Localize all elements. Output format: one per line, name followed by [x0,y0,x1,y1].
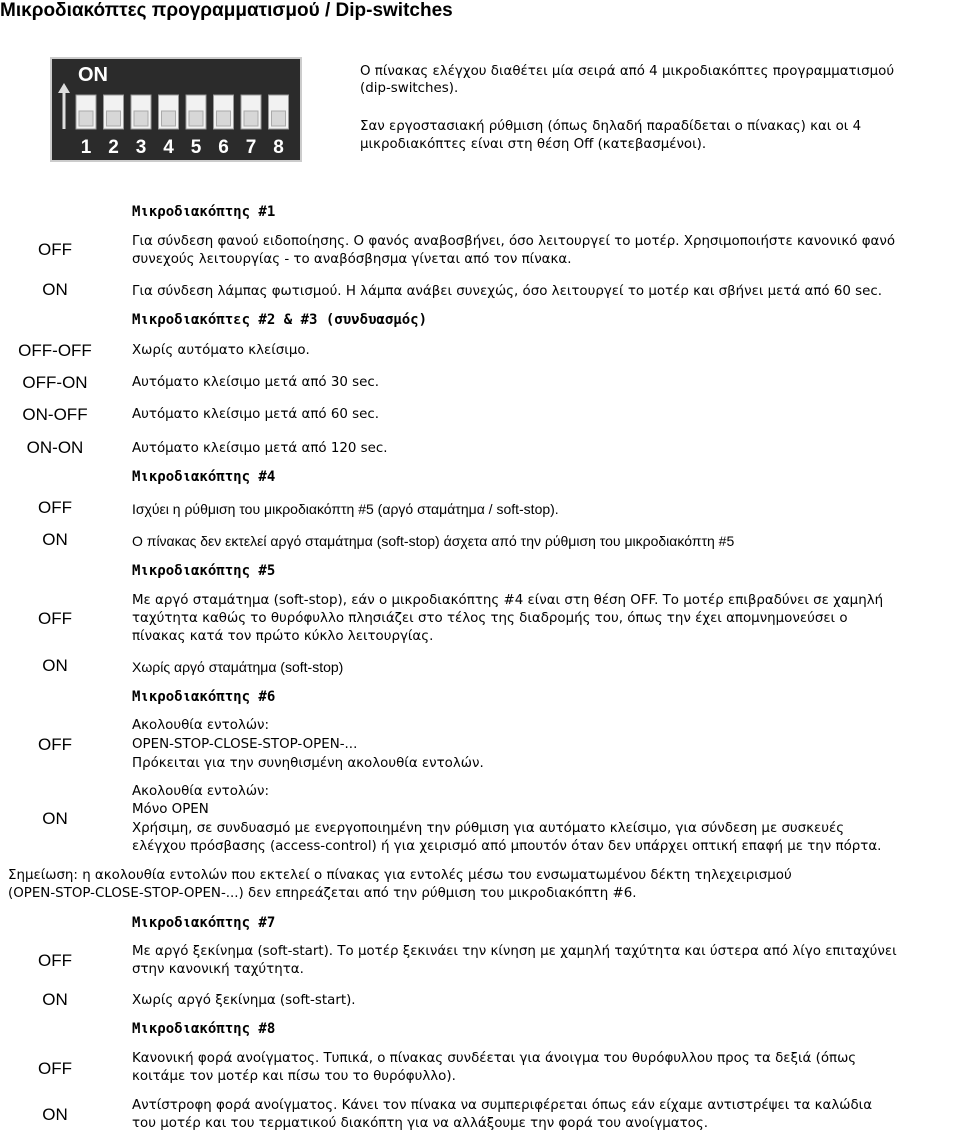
switch-7-off-state: OFF [38,951,72,970]
note-line-1: Σημείωση: η ακολουθία εντολών που εκτελεί ο πίνακας για εντολές μέσω του ενσωματωμένου δέκτη τηλεχειρισμού [8,868,792,883]
switch-6-off-text-1: Ακολουθία εντολών: [132,718,270,733]
dip-knob-1 [79,111,93,126]
dip-knob-5 [189,111,203,126]
heading-switch-5: Μικροδιακόπτης #5 [132,563,276,579]
intro-line-3: Σαν εργοστασιακή ρύθμιση (όπως δηλαδή παραδίδεται ο πίνακας) και οι 4 [360,119,862,134]
dip-switch-icon [52,59,300,160]
switch-7-off-text-1: Με αργό ξεκίνημα (soft-start). Το μοτέρ ξεκινάει την κίνηση με χαμηλή ταχύτητα και ύστερα από λίγο επιταχύνει [132,944,897,959]
switch-1-off-state: OFF [38,240,72,259]
switch-5-on-state: ON [42,656,68,675]
switch-8-off-state: OFF [38,1059,72,1078]
dip-number-4: 4 [163,137,174,158]
dip-number-6: 6 [218,137,229,158]
dip-switch-image [50,57,302,162]
dip-number-8: 8 [273,137,284,158]
switch-5-on-text: Χωρίς αργό σταμάτημα (soft-stop) [132,659,344,675]
switch-23-state-2: OFF-ON [22,373,88,392]
switch-23-text-4: Αυτόματο κλείσιμο μετά από 120 sec. [132,441,388,456]
dip-number-3: 3 [135,137,147,158]
dip-number-2: 2 [108,137,119,158]
note-line-2: (OPEN-STOP-CLOSE-STOP-OPEN-...) δεν επηρεάζεται από την ρύθμιση του μικροδιακόπτη #6. [8,886,637,901]
switch-8-off-text-2: κοιτάμε τον μοτέρ και πίσω του το θυρόφυλλο). [132,1069,456,1084]
switch-8-off-text-1: Κανονική φορά ανοίγματος. Τυπικά, ο πίνακας συνδέεται για άνοιγμα του θυρόφυλλου προς τα δεξιά (όπως [132,1051,857,1066]
switch-1-on-text: Για σύνδεση λάμπας φωτισμού. Η λάμπα ανάβει συνεχώς, όσο λειτουργεί το μοτέρ και σβήνει μετά από 60 sec. [132,284,882,299]
switch-1-off-text-1: Για σύνδεση φανού ειδοποίησης. Ο φανός αναβοσβήνει, όσο λειτουργεί το μοτέρ. Χρησιμοποιήστε κανονικό φανό [132,234,896,249]
dip-number-5: 5 [190,137,202,158]
heading-switch-4: Μικροδιακόπτης #4 [132,469,276,485]
switch-5-off-text-3: πίνακας κατά τον πρώτο κύκλο λειτουργίας. [132,629,434,644]
switch-23-text-3: Αυτόματο κλείσιμο μετά από 60 sec. [132,407,379,422]
switch-8-on-text-2: του μοτέρ και του τερματικού διακόπτη για να αλλάξουμε την φορά του ανοίγματος. [132,1116,708,1131]
heading-switch-8: Μικροδιακόπτης #8 [132,1021,276,1037]
switch-6-on-state: ON [42,809,68,828]
intro-line-2: (dip-switches). [360,81,459,96]
switch-23-state-3: ON-OFF [22,405,88,424]
dip-knob-2 [107,111,121,126]
heading-switch-1: Μικροδιακόπτης #1 [132,204,276,220]
switch-23-state-4: ON-ON [26,438,84,457]
page-title: Μικροδιακόπτες προγραμματισμού / Dip-switches [0,0,453,21]
switch-6-on-text-4: ελέγχου πρόσβασης (access-control) ή για χειρισμό από μπουτόν όταν δεν υπάρχει οπτική επαφή με την πόρτα. [132,839,882,854]
switch-23-text-1: Χωρίς αυτόματο κλείσιμο. [132,343,310,358]
switch-6-off-state: OFF [38,735,72,754]
dip-on-label: ON [78,64,108,86]
dip-knob-8 [272,111,286,126]
heading-switch-7: Μικροδιακόπτης #7 [132,915,276,931]
heading-switch-2-3: Μικροδιακόπτες #2 & #3 (συνδυασμός) [132,312,428,328]
switch-4-off-text: Ισχύει η ρύθμιση του μικροδιακόπτη #5 (αργό σταμάτημα / soft-stop). [132,501,559,517]
dip-number-1: 1 [80,137,92,158]
dip-knob-7 [244,111,258,126]
intro-line-1: Ο πίνακας ελέγχου διαθέτει μία σειρά από 4 μικροδιακόπτες προγραμματισμού [360,64,895,79]
dip-knob-6 [217,111,231,126]
switch-23-text-2: Αυτόματο κλείσιμο μετά από 30 sec. [132,375,379,390]
switch-4-on-text: Ο πίνακας δεν εκτελεί αργό σταμάτημα (soft-stop) άσχετα από την ρύθμιση του μικροδιακόπτη #5 [132,533,735,549]
switch-5-off-text-1: Με αργό σταμάτημα (soft-stop), εάν ο μικροδιακόπτης #4 είναι στη θέση OFF. Το μοτέρ επιβραδύνει σε χαμηλή [132,593,884,608]
switch-5-off-state: OFF [38,609,72,628]
switch-6-on-text-3: Χρήσιμη, σε συνδυασμό με ενεργοποιημένη την ρύθμιση για αυτόματο κλείσιμο, για σύνδεση με συσκευές [132,821,845,836]
switch-7-off-text-2: στην κανονική ταχύτητα. [132,962,304,977]
switch-6-on-text-2: Μόνο OPEN [132,802,209,817]
switch-4-off-state: OFF [38,498,72,517]
switch-23-state-1: OFF-OFF [18,341,92,360]
dip-number-7: 7 [245,137,257,158]
switch-8-on-text-1: Αντίστροφη φορά ανοίγματος. Κάνει τον πίνακα να συμπεριφέρεται όπως εάν είχαμε αντιστρέψει τα καλώδια [132,1098,873,1113]
switch-4-on-state: ON [42,530,68,549]
switch-6-off-text-2: OPEN-STOP-CLOSE-STOP-OPEN-... [132,737,358,752]
dip-knob-4 [162,111,176,126]
switch-7-on-text: Χωρίς αργό ξεκίνημα (soft-start). [132,993,356,1008]
switch-1-off-text-2: συνεχούς λειτουργίας - το αναβόσβησμα γίνεται από τον πίνακα. [132,252,572,267]
dip-knob-3 [134,111,148,126]
switch-5-off-text-2: ταχύτητα καθώς το θυρόφυλλο πλησιάζει στο τέλος της διαδρομής του, όπως την έχει απομνημονεύσει ο [132,611,848,626]
switch-7-on-state: ON [42,990,68,1009]
intro-line-4: μικροδιακόπτες είναι στη θέση Off (κατεβασμένοι). [360,137,707,152]
switch-8-on-state: ON [42,1105,68,1124]
switch-6-on-text-1: Ακολουθία εντολών: [132,784,270,799]
heading-switch-6: Μικροδιακόπτης #6 [132,689,276,705]
switch-6-off-text-3: Πρόκειται για την συνηθισμένη ακολουθία εντολών. [132,756,484,771]
switch-1-on-state: ON [42,280,68,299]
